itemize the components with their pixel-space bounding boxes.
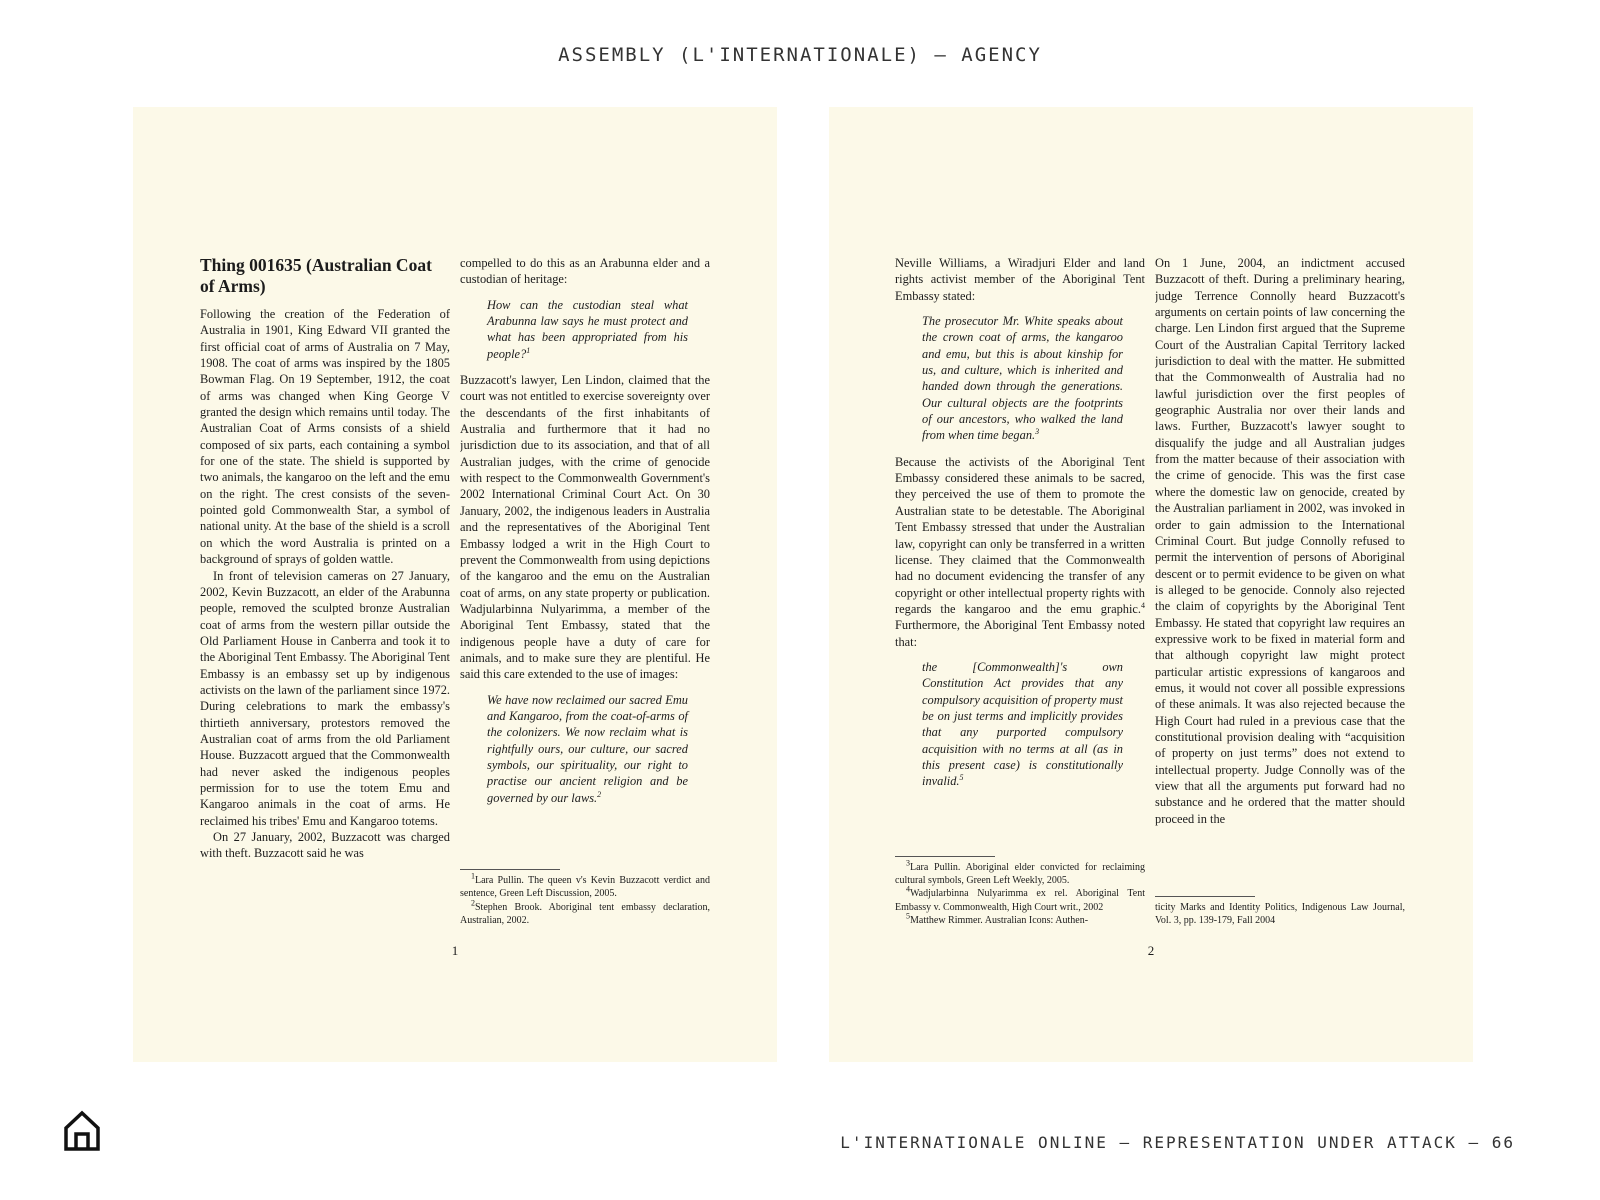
paragraph: On 27 January, 2002, Buzzacott was charged with theft. Buzzacott said he was (200, 830, 450, 861)
footnote (895, 887, 1145, 913)
block-quote (487, 692, 688, 806)
footnote (460, 871, 710, 900)
quote-text: The prosecutor Mr. White speaks about the crown coat of arms, the kangaroo and emu, but this is about kinship for us, and culture, which is inherited and handed down through the generations. Our cultural objects are the footprints of our ancestors, who walked the land from when time began. (922, 314, 1123, 443)
footnote-text: Wadjularbinna Nulyarimma ex rel. Aboriginal Tent Embassy v. Commonwealth, High Court writ., 2002 (895, 888, 1145, 913)
document-footer: L'INTERNATIONALE ONLINE – REPRESENTATION UNDER ATTACK – 66 (840, 1133, 1515, 1152)
quote-text: How can the custodian steal what Arabunna law says he must protect and what has been appropriated from his people? (487, 297, 688, 361)
footnote-ref[interactable]: 1 (526, 345, 531, 355)
page-number: 1 (451, 943, 459, 958)
home-icon (63, 1110, 101, 1152)
footnote-number: 2 (471, 898, 475, 908)
quote-text: the [Commonwealth]'s own Constitution Act provides that any compulsory acquisition of property must be on just terms and implicitly provides that any purported compulsory acquisition with no terms at all (as in this present case) is constitutionally invalid. (922, 659, 1123, 789)
footnote-number: 4 (906, 885, 910, 895)
footnote-number: 5 (906, 911, 910, 921)
quote-text: We have now reclaimed our sacred Emu and Kangaroo, from the coat-of-arms of the colonizers. We now reclaim what is rightfully ours, our culture, our sacred symbols, our spirituality, our right to practise our ancient religion and be governed by our laws. (487, 692, 688, 805)
page-2-column-2 (1155, 255, 1405, 927)
paragraph-text: Furthermore, the Aboriginal Tent Embassy noted that: (895, 618, 1145, 649)
footnote-divider (895, 856, 995, 857)
home-button[interactable] (63, 1110, 101, 1152)
footnote-text: Stephen Brook. Aboriginal tent embassy declaration, Australian, 2002. (460, 901, 710, 926)
page-2-column-1 (895, 255, 1145, 927)
footnotes (460, 859, 710, 927)
block-quote (922, 313, 1123, 444)
footnote-continuation: ticity Marks and Identity Politics, Indigenous Law Journal, Vol. 3, pp. 139-179, Fall 2004 (1155, 901, 1405, 926)
page-1 (133, 107, 777, 1062)
paragraph (895, 454, 1145, 650)
block-quote (487, 297, 688, 362)
footnote-ref[interactable]: 2 (597, 789, 602, 799)
page-1-column-1 (200, 255, 450, 927)
footnote-text: Lara Pullin. The queen v's Kevin Buzzacott verdict and sentence, Green Left Discussion, 2005. (460, 875, 710, 900)
article-heading: Thing 001635 (Australian Coat of Arms) (200, 255, 432, 296)
footnote-number: 1 (471, 871, 475, 881)
page-1-column-2 (460, 255, 710, 927)
footnote (895, 858, 1145, 887)
paragraph: compelled to do this as an Arabunna elder and a custodian of heritage: (460, 256, 710, 287)
paragraph: Following the creation of the Federation of Australia in 1901, King Edward VII granted the first official coat of arms of Australia on 7 May, 1908. The coat of arms was inspired by the 1805 Bowman Flag. On 19 September, 1912, the coat of arms was changed when King George V granted the design which remains until today. The Australian Coat of Arms consists of a shield composed of six parts, each containing a symbol for one of the state. The shield is supported by two animals, the kangaroo on the left and the emu on the right. The crest consists of the seven-pointed gold Commonwealth Star, a symbol of national unity. At the base of the shield is a scroll on which the word Australia is printed on a background of sprays of golden wattle. (200, 307, 450, 567)
footnotes (895, 846, 1145, 927)
footnote (895, 911, 1145, 927)
footnote-divider (1155, 896, 1255, 897)
paragraph: Buzzacott's lawyer, Len Lindon, claimed that the court was not entitled to exercise sovereignty over the descendants of the first inhabitants of Australia and furthermore that it had no jurisdiction due to its association, and that of all Australian judges, with the crime of genocide with respect to the Commonwealth Government's 2002 International Criminal Court Act. On 30 January, 2002, the indigenous leaders in Australia and the representatives of the Aboriginal Tent Embassy lodged a writ in the High Court to prevent the Commonwealth from using depictions of the kangaroo and the emu on the Australian coat of arms, on any state property or publication. Wadjularbinna Nulyarimma, a member of the Aboriginal Tent Embassy, stated that the indigenous people have a duty of care for animals, and to make sure they are plentiful. He said this care extended to the use of images: (460, 373, 710, 682)
footnote-text: Lara Pullin. Aboriginal elder convicted for reclaiming cultural symbols, Green Left Weekly, 2005. (895, 861, 1145, 887)
paragraph: Neville Williams, a Wiradjuri Elder and land rights activist member of the Aboriginal Tent Embassy stated: (895, 256, 1145, 303)
page-2 (829, 107, 1473, 1062)
paragraph: In front of television cameras on 27 January, 2002, Kevin Buzzacott, an elder of the Arabunna people, removed the sculpted bronze Australian coat of arms from the western pillar outside the Old Parliament House in Canberra and took it to the Aboriginal Tent Embassy. The Aboriginal Tent Embassy is an embassy set up by indigenous activists on the lawn of the parliament since 1972. During celebrations to mark the embassy's thirtieth anniversary, protestors removed the Australian coat of arms from the old Parliament House. Buzzacott argued that the Commonwealth had never asked the indigenous peoples permission for to use the totem Emu and Kangaroo animals in the coat of arms. He reclaimed his tribes' Emu and Kangaroo totems. (200, 568, 450, 828)
footnote-number: 3 (906, 858, 910, 868)
footnote-ref[interactable]: 4 (1141, 600, 1145, 610)
footnote-text: Matthew Rimmer. Australian Icons: Authen- (910, 914, 1089, 926)
paragraph: On 1 June, 2004, an indictment accused Buzzacott of theft. During a preliminary hearing, judge Terrence Connolly heard Buzzacott's arguments on certain points of law concerning the charge. Len Lindon first argued that the Supreme Court of the Australian Capital Territory lacked jurisdiction to deal with the matter. He submitted that the Commonwealth of Australia had no lawful jurisdiction over the first peoples of geographic Australia nor over their lands and laws. Further, Buzzacott's lawyer sought to disqualify the judge and all Australian judges from the matter because of their association with the crime of genocide. This was the first case where the domestic law on genocide, created by the Australian parliament in 2002, was invoked in order to gain admission to the International Criminal Court. But judge Connolly refused to permit the intervention of persons of Aboriginal descent or to permit evidence to be given on what is alleged to be genocide. Connoly also rejected the claim of copyrights by the Aboriginal Tent Embassy. He stated that copyright law requires an expressive work to be fixed in material form and that although copyright law might protect particular artistic expressions of kangaroos and emus, it would not cover all possible expressions of these animals. It was also rejected because the High Court had ruled in a previous case that the constitutional provision dealing with “acquisition of property on just terms” does not extend to intellectual property. Judge Connolly was of the view that all the arguments put forward had no substance and he ordered that the matter should proceed in the (1155, 256, 1405, 826)
footnote-ref[interactable]: 5 (959, 773, 964, 783)
footnote-ref[interactable]: 3 (1035, 427, 1040, 437)
paragraph-text: Because the activists of the Aboriginal Tent Embassy considered these animals to be sacred, they perceived the use of them to promote the Australian state to be detestable. The Aboriginal Tent Embassy stressed that under the Australian law, copyright can only be transferred in a written license. They claimed that the Commonwealth had no document evidencing the transfer of any copyright or other intellectual property rights with regards the kangaroo and the emu graphic. (895, 454, 1145, 616)
page-number: 2 (1147, 943, 1155, 958)
footnote-divider (460, 869, 560, 870)
block-quote (922, 659, 1123, 790)
footnote (460, 898, 710, 927)
footnotes (1155, 886, 1405, 927)
document-header: ASSEMBLY (L'INTERNATIONALE) – AGENCY (558, 44, 1042, 66)
